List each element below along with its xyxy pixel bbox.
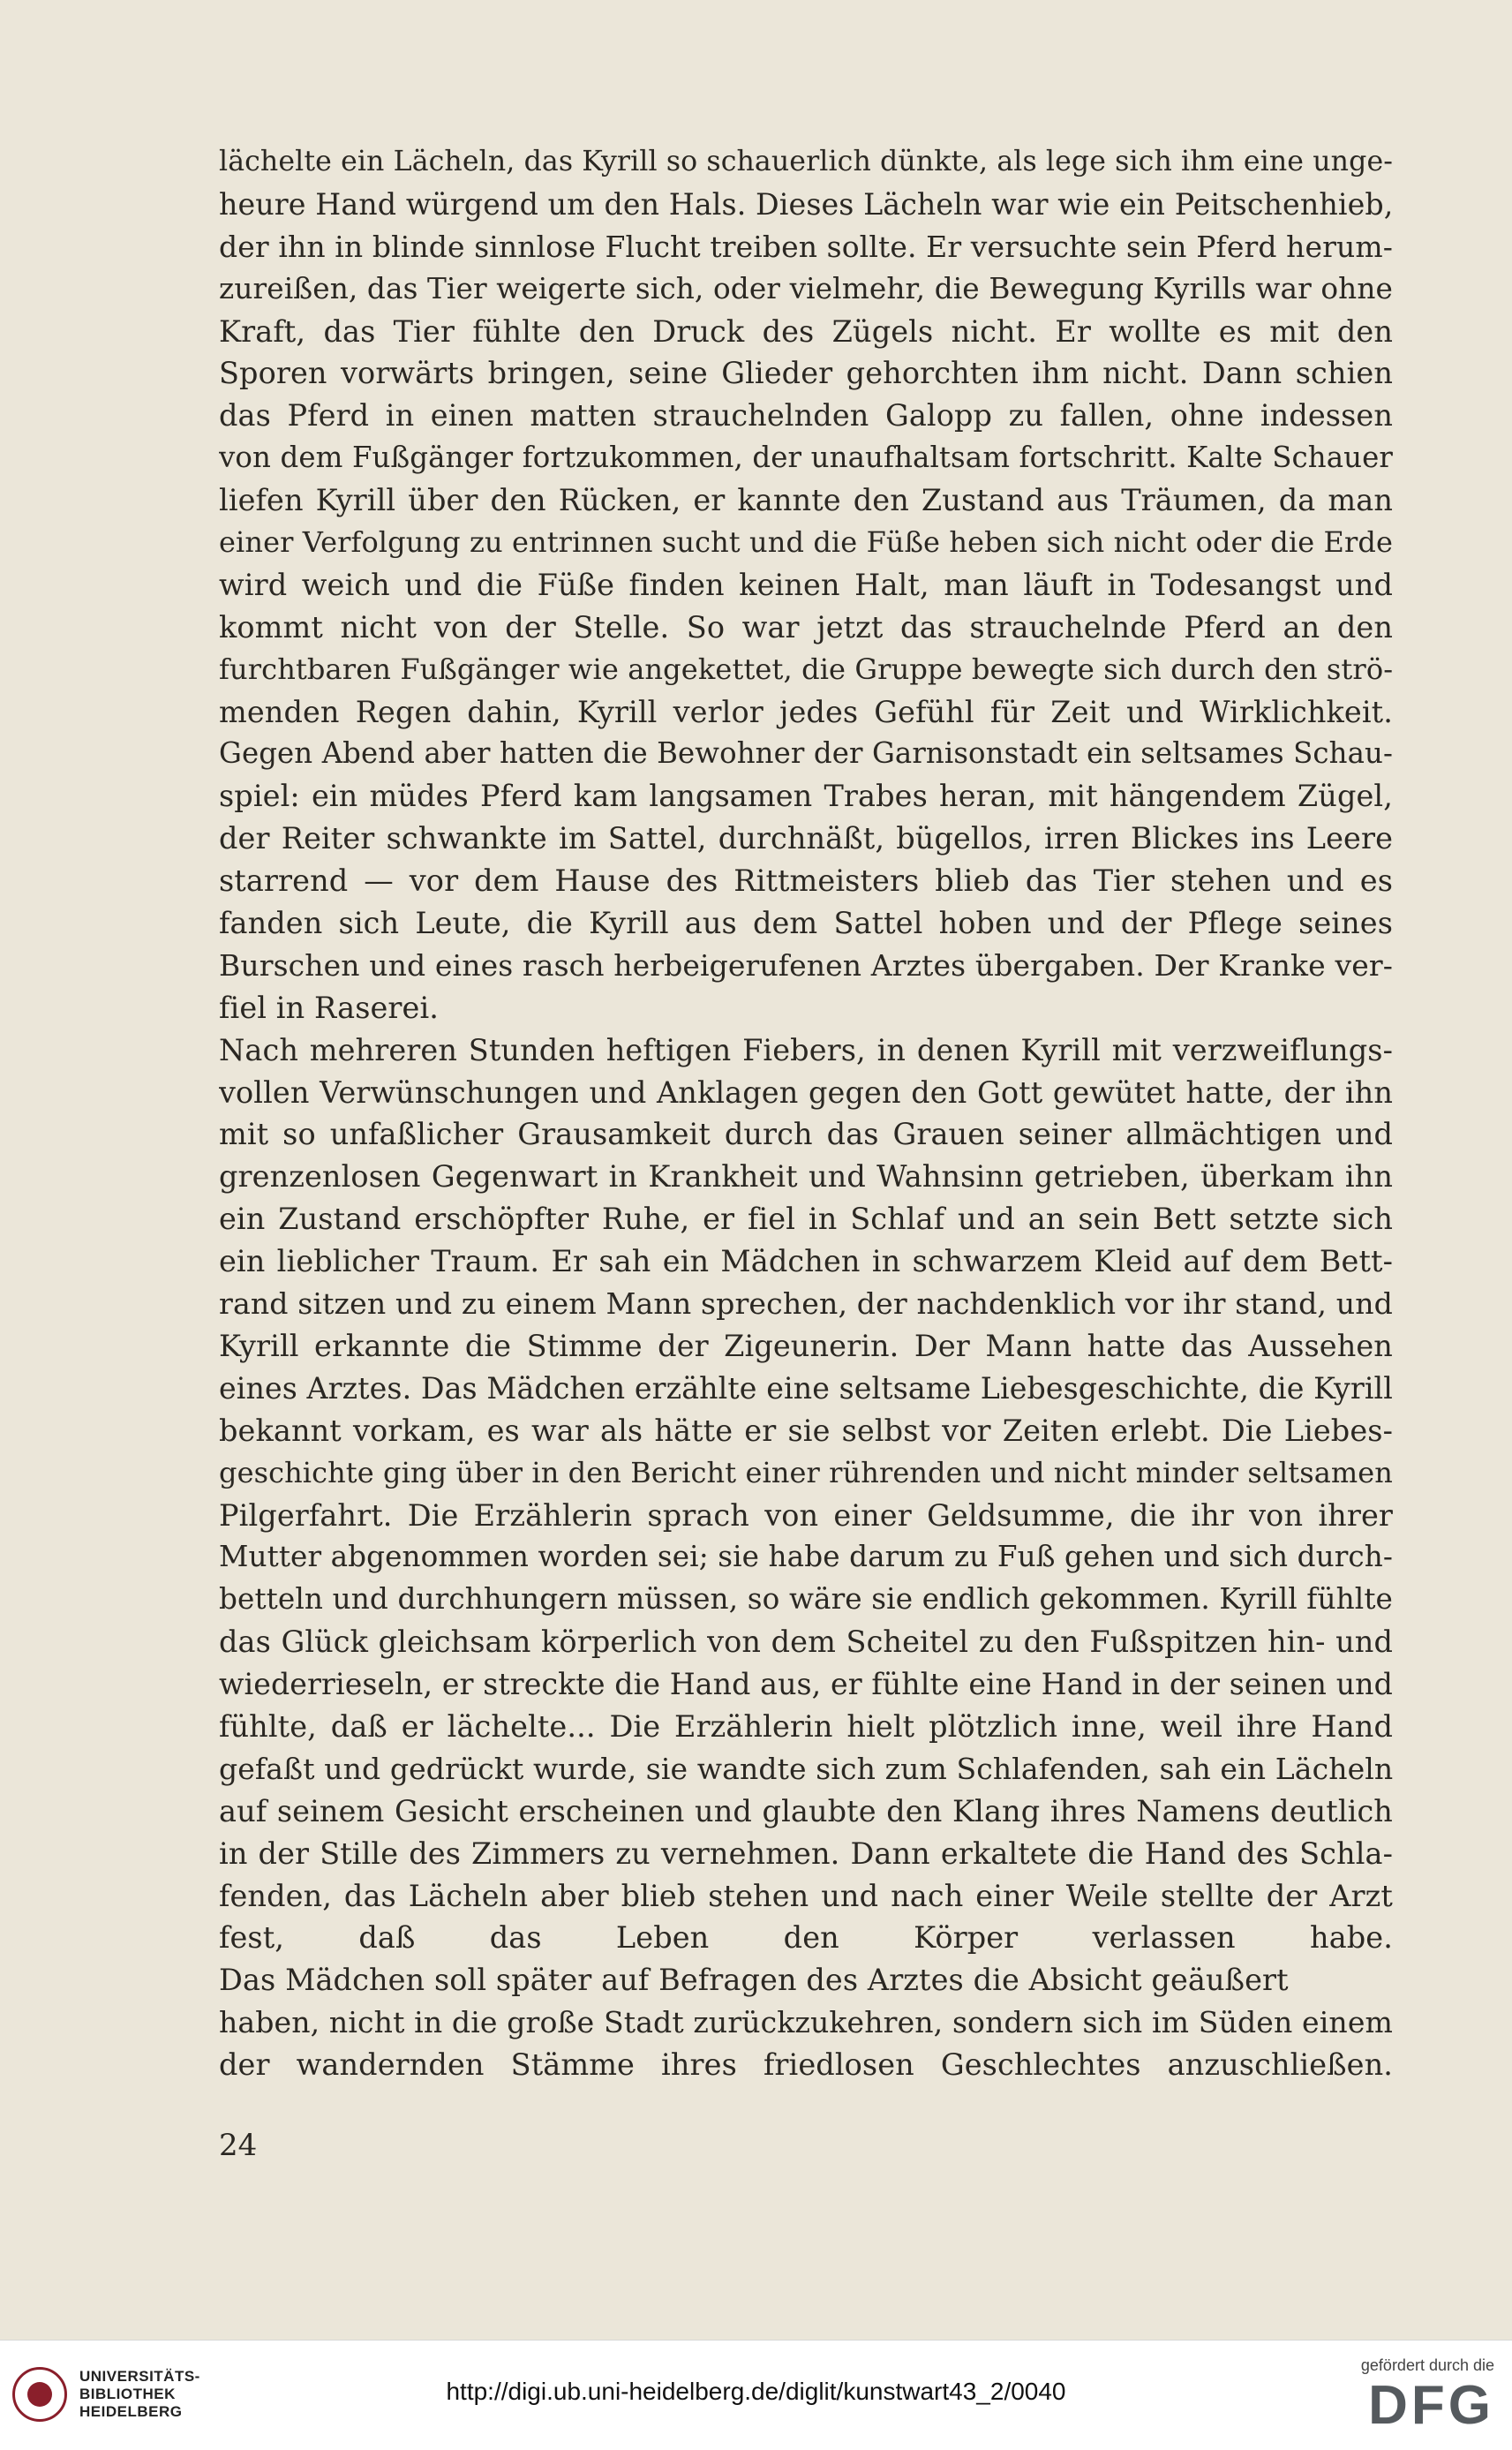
sponsor-label: gefördert durch die xyxy=(1360,2356,1494,2374)
text-line: in der Stille des Zimmers zu vernehmen. Dann erkaltete die Hand des Schla- xyxy=(219,1836,1393,1871)
page-number: 24 xyxy=(219,2128,258,2163)
text-line: wird weich und die Füße finden keinen Halt, man läuft in Todesangst und xyxy=(219,567,1393,602)
text-line: Pilgerfahrt. Die Erzählerin sprach von einer Geldsumme, die ihr von ihrer xyxy=(219,1497,1393,1533)
text-line: Sporen vorwärts bringen, seine Glieder gehorchten ihm nicht. Dann schien xyxy=(219,356,1393,391)
text-line: Mutter abgenommen worden sei; sie habe darum zu Fuß gehen und sich durch- xyxy=(219,1540,1393,1574)
text-line: gefaßt und gedrückt wurde, sie wandte sich zum Schlafenden, sah ein Lächeln xyxy=(219,1751,1393,1786)
library-name-line: HEIDELBERG xyxy=(79,2403,183,2420)
text-line: das Pferd in einen matten strauchelnden Galopp zu fallen, ohne indessen xyxy=(219,398,1393,433)
text-line: fest, daß das Leben den Körper verlassen habe. xyxy=(219,1920,1393,1956)
text-line: haben, nicht in die große Stadt zurückzukehren, sondern sich im Süden einem xyxy=(219,2005,1393,2040)
text-line: vollen Verwünschungen und Anklagen gegen den Gott gewütet hatte, der ihn xyxy=(219,1074,1393,1110)
text-line: der ihn in blinde sinnlose Flucht treiben sollte. Er versuchte sein Pferd herum- xyxy=(219,229,1393,264)
text-line: spiel: ein müdes Pferd kam langsamen Trabes heran, mit hängendem Zügel, xyxy=(219,779,1393,814)
text-line: liefen Kyrill über den Rücken, er kannte den Zustand aus Träumen, da man xyxy=(219,483,1393,518)
text-line: Gegen Abend aber hatten die Bewohner der Garnisonstadt ein seltsames Schau- xyxy=(219,736,1393,771)
text-line: bekannt vorkam, es war als hätte er sie selbst vor Zeiten erlebt. Die Liebes- xyxy=(219,1413,1393,1448)
text-line: rand sitzen und zu einem Mann sprechen, der nachdenklich vor ihr stand, und xyxy=(219,1286,1393,1322)
text-line: der Reiter schwankte im Sattel, durchnäßt, bügellos, irren Blickes ins Leere xyxy=(219,821,1393,856)
permalink-url[interactable]: http://digi.ub.uni-heidelberg.de/diglit/kunstwart43_2/0040 xyxy=(446,2378,1066,2405)
viewer-footer xyxy=(0,2340,1512,2450)
text-line: auf seinem Gesicht erscheinen und glaubte den Klang ihres Namens deutlich xyxy=(219,1793,1393,1828)
text-line: lächelte ein Lächeln, das Kyrill so schauerlich dünkte, als lege sich ihm eine unge- xyxy=(219,146,1393,177)
text-line: mit so unfaßlicher Grausamkeit durch das Grauen seiner allmächtigen und xyxy=(219,1117,1393,1152)
text-line: betteln und durchhungern müssen, so wäre sie endlich gekommen. Kyrill fühlte xyxy=(219,1582,1393,1617)
text-line: grenzenlosen Gegenwart in Krankheit und Wahnsinn getrieben, überkam ihn xyxy=(219,1159,1393,1195)
library-name-line: UNIVERSITÄTS- xyxy=(79,2368,200,2385)
text-line: der wandernden Stämme ihres friedlosen Geschlechtes anzuschließen. xyxy=(219,2047,1393,2083)
text-line: das Glück gleichsam körperlich von dem Scheitel zu den Fußspitzen hin- und xyxy=(219,1625,1393,1660)
text-line: fenden, das Lächeln aber blieb stehen und nach einer Weile stellte der Arzt xyxy=(219,1878,1393,1913)
text-line: Kraft, das Tier fühlte den Druck des Zügels nicht. Er wollte es mit den xyxy=(219,313,1393,349)
library-name-line: BIBLIOTHEK xyxy=(79,2386,176,2402)
text-line: Das Mädchen soll später auf Befragen des Arztes die Absicht geäußert xyxy=(219,1963,1289,1998)
text-line: ein Zustand erschöpfter Ruhe, er fiel in Schlaf und an sein Bett setzte sich xyxy=(219,1202,1393,1237)
text-line: einer Verfolgung zu entrinnen sucht und die Füße heben sich nicht oder die Erde xyxy=(219,525,1393,560)
text-line: menden Regen dahin, Kyrill verlor jedes Gefühl für Zeit und Wirklichkeit. xyxy=(219,694,1393,729)
text-line: fiel in Raserei. xyxy=(219,990,440,1025)
text-line: starrend — vor dem Hause des Rittmeisters blieb das Tier stehen und es xyxy=(219,863,1393,899)
body-text xyxy=(219,141,1393,2086)
text-line: fühlte, daß er lächelte... Die Erzählerin hielt plötzlich inne, weil ihre Hand xyxy=(219,1708,1393,1744)
sponsor-block[interactable] xyxy=(1360,2356,1494,2436)
text-line: Burschen und eines rasch herbeigerufenen Arztes übergaben. Der Kranke ver- xyxy=(219,947,1393,983)
text-line: Kyrill erkannte die Stimme der Zigeunerin. Der Mann hatte das Aussehen xyxy=(219,1328,1393,1363)
text-line: ein lieblicher Traum. Er sah ein Mädchen in schwarzem Kleid auf dem Bett- xyxy=(219,1244,1393,1279)
text-line: eines Arztes. Das Mädchen erzählte eine seltsame Liebesgeschichte, die Kyrill xyxy=(219,1370,1393,1406)
text-line: wiederrieseln, er streckte die Hand aus, er fühlte eine Hand in der seinen und xyxy=(219,1667,1393,1702)
text-line: von dem Fußgänger fortzukommen, der unaufhaltsam fortschritt. Kalte Schauer xyxy=(219,441,1393,475)
dfg-logo: DFG xyxy=(1368,2375,1494,2436)
text-line: zureißen, das Tier weigerte sich, oder vielmehr, die Bewegung Kyrills war ohne xyxy=(219,271,1393,305)
text-line: Nach mehreren Stunden heftigen Fiebers, in denen Kyrill mit verzweiflungs- xyxy=(219,1032,1393,1067)
text-line: kommt nicht von der Stelle. So war jetzt das strauchelnde Pferd an den xyxy=(219,609,1393,645)
text-line: heure Hand würgend um den Hals. Dieses Lächeln war wie ein Peitschenhieb, xyxy=(219,186,1393,222)
text-line: geschichte ging über in den Bericht einer rührenden und nicht minder seltsamen xyxy=(219,1455,1393,1489)
text-line: fanden sich Leute, die Kyrill aus dem Sattel hoben und der Pflege seines xyxy=(219,906,1393,941)
text-line: furchtbaren Fußgänger wie angekettet, die Gruppe bewegte sich durch den strö- xyxy=(219,652,1393,686)
